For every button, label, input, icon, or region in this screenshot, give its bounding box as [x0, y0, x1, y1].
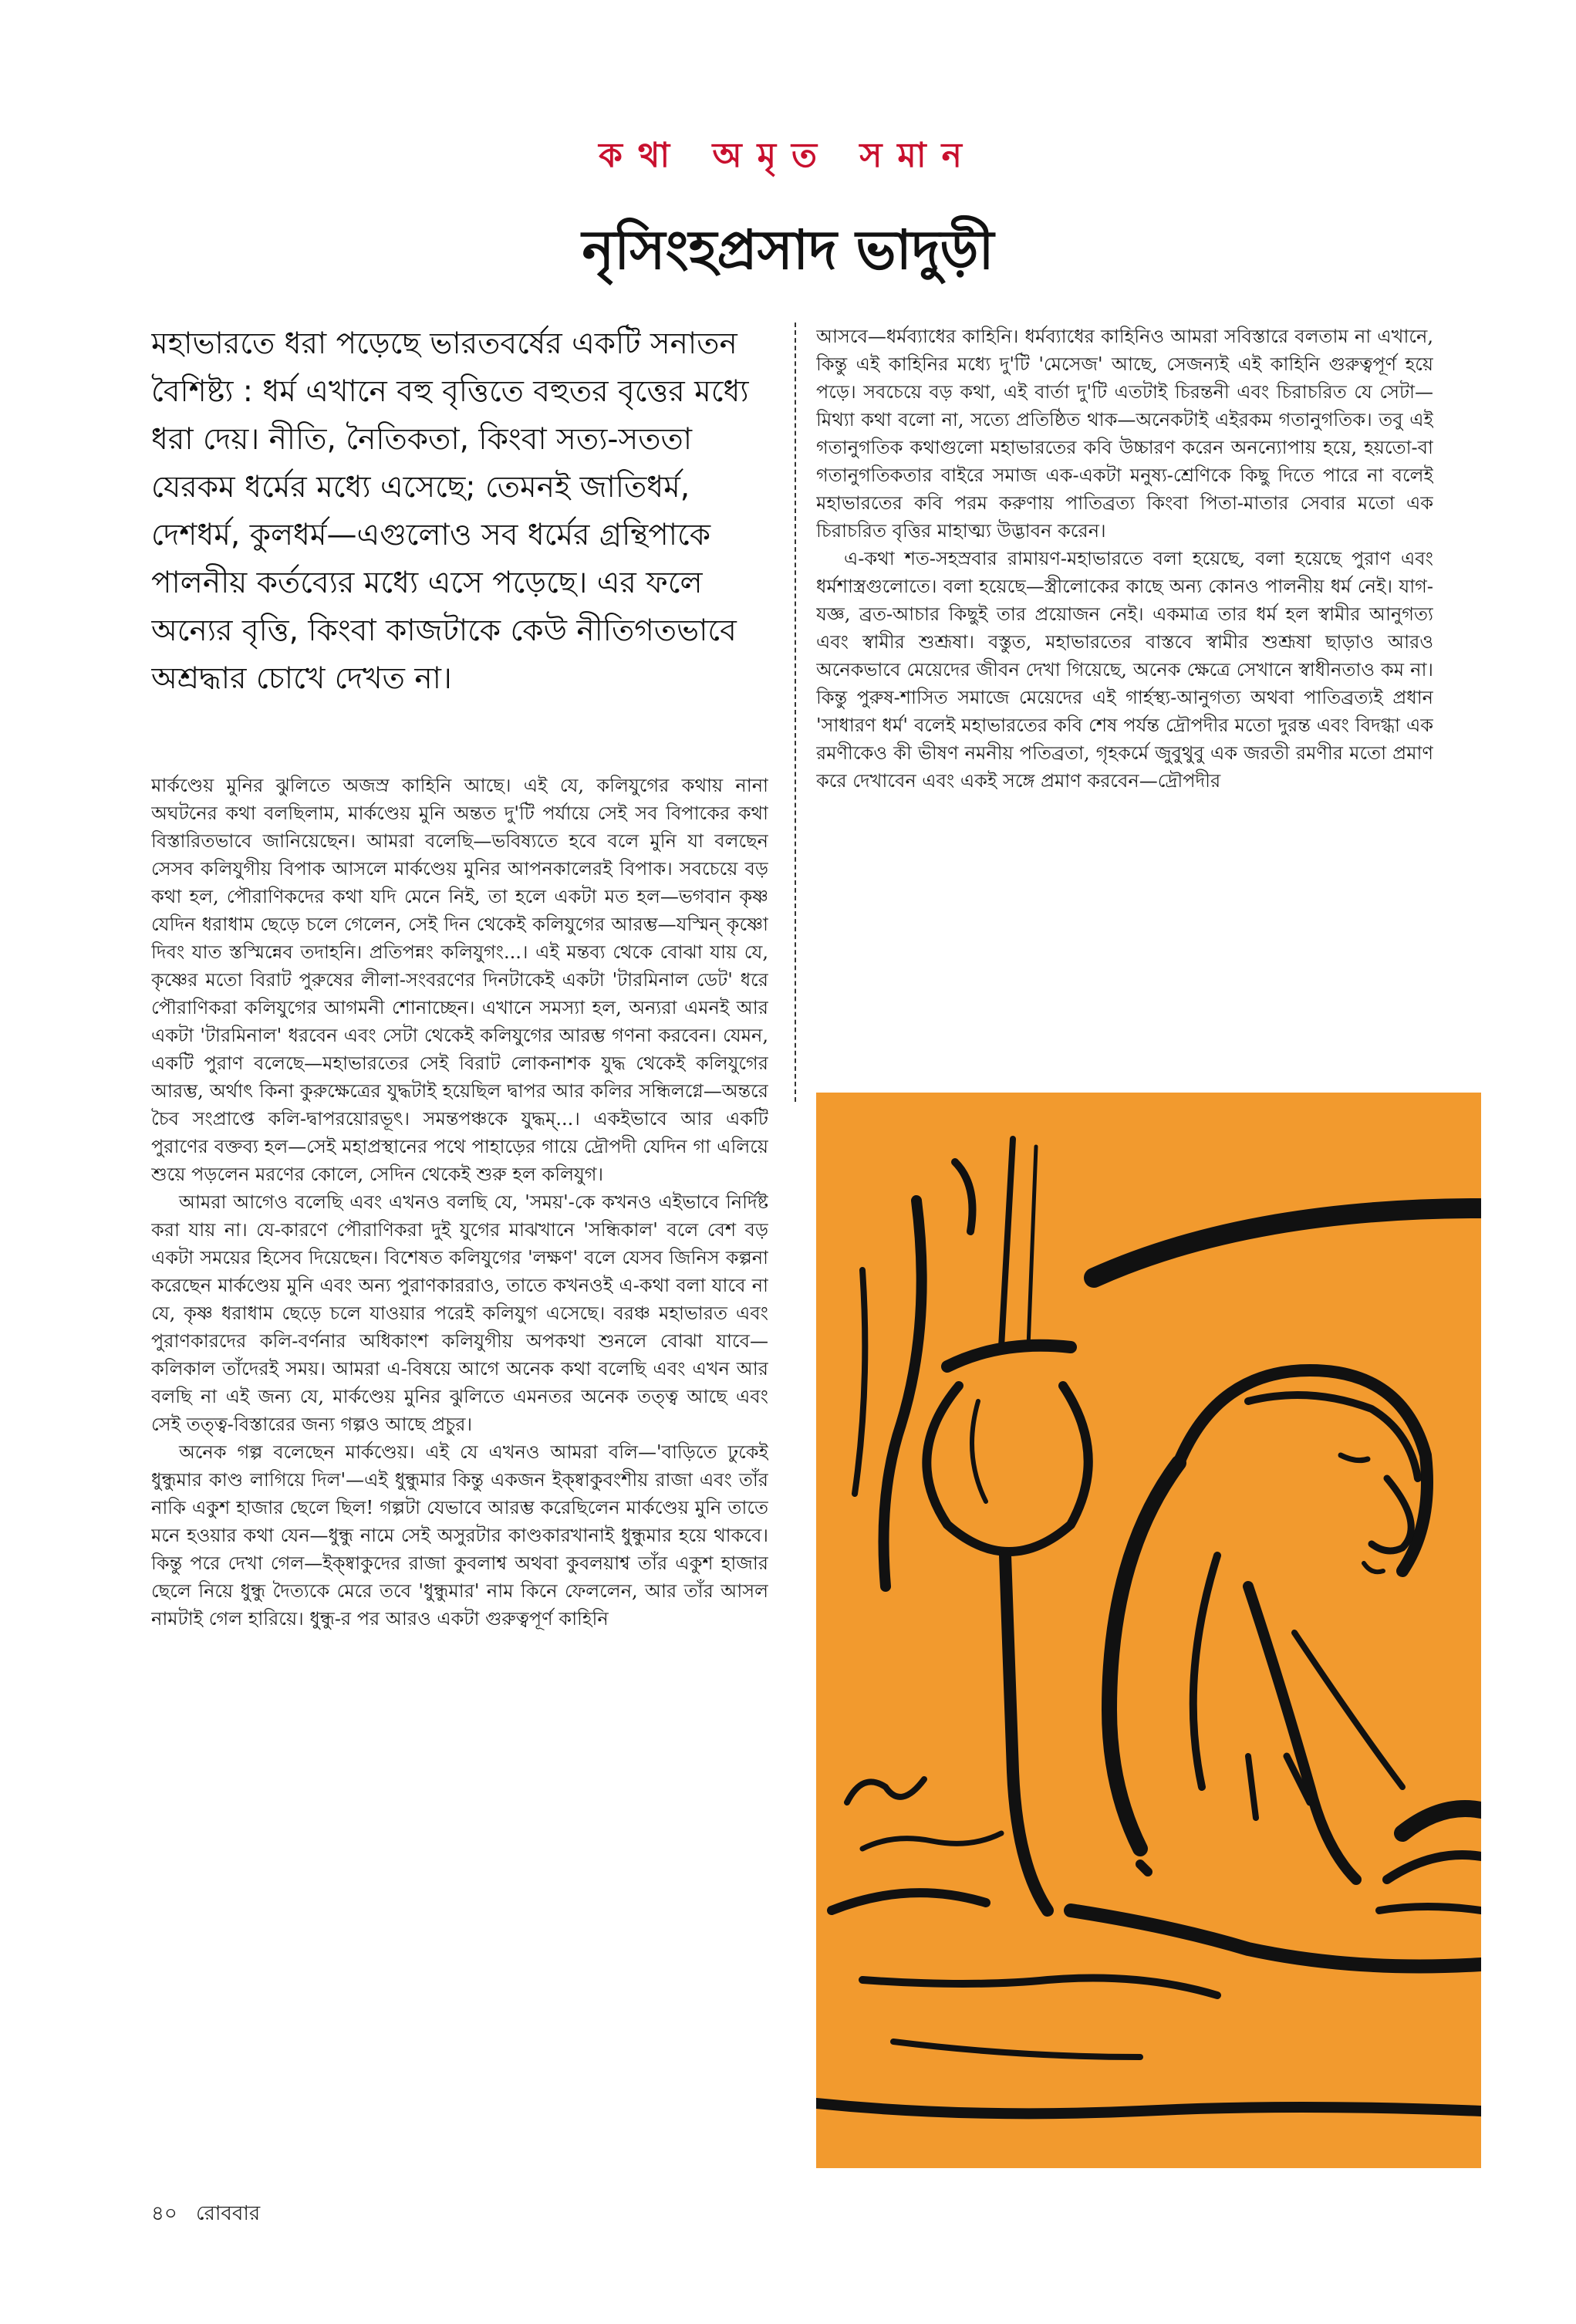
author-name: নৃসিংহপ্রসাদ ভাদুড়ী	[582, 218, 994, 282]
column-divider	[795, 323, 796, 1102]
body-paragraph: এ-কথা শত-সহস্রবার রামায়ণ-মহাভারতে বলা হয়েছে, বলা হয়েছে পুরাণ এবং ধর্মশাস্ত্রগুলোতে। বলা হয়েছে—স্ত্রীলোকের কাছে অন্য কোনও পালনীয় ধর্ম নেই। যাগ-যজ্ঞ, ব্রত-আচার কিছুই তার প্রয়োজন নেই। একমাত্র তার ধর্ম হল স্বামীর আনুগত্য এবং স্বামীর শুশ্রূষা। বস্তুত, মহাভারতের বাস্তবে স্বামীর শুশ্রূষা ছাড়াও আরও অনেকভাবে মেয়েদের জীবন দেখা গিয়েছে, অনেক ক্ষেত্রে সেখানে স্বাধীনতাও কম না। কিন্তু পুরুষ-শাসিত সমাজে মেয়েদের এই গার্হস্থ্য-আনুগত্য অথবা পাতিব্রত্যই প্রধান 'সাধারণ ধর্ম' বলেই মহাভারতের কবি শেষ পর্যন্ত দ্রৌপদীর মতো দুরন্ত এবং বিদগ্ধা এক রমণীকেও কী ভীষণ নমনীয় পতিব্রতা, গৃহকর্মে জুবুথুবু এক জরতী রমণীর মতো প্রমাণ করে দেখাবেন এবং একই সঙ্গে প্রমাণ করবেন—দ্রৌপদীর	[816, 548, 1433, 792]
brush-dot	[1140, 1864, 1148, 1872]
illustration-woman-with-pot	[816, 1093, 1481, 2168]
body-paragraph: আসবে—ধর্মব্যাধের কাহিনি। ধর্মব্যাধের কাহিনিও আমরা সবিস্তারে বলতাম না এখানে, কিন্তু এই কাহিনির মধ্যে দু'টি 'মেসেজ' আছে, সেজন্যই এই কাহিনি গুরুত্বপূর্ণ হয়ে পড়ে। সবচেয়ে বড় কথা, এই বার্তা দু'টি এতটাই চিরন্তনী এবং চিরাচরিত যে সেটা—মিথ্যা কথা বলো না, সত্যে প্রতিষ্ঠিত থাক—অনেকটাই এইরকম গতানুগতিক। তবু এই গতানুগতিক কথাগুলো মহাভারতের কবি উচ্চারণ করেন অনন্যোপায় হয়ে, হয়তো-বা গতানুগতিকতার বাইরে সমাজ এক-একটা মনুষ্য-শ্রেণিকে কিছু দিতে পারে না বলেই মহাভারতের কবি পরম করুণায় পাতিব্রত্য কিংবা পিতা-মাতার সেবার মতো এক চিরাচরিত বৃত্তির মাহাত্ম্য উদ্ভাবন করেন।	[816, 326, 1433, 542]
body-paragraph: অনেক গল্প বলেছেন মার্কণ্ডেয়। এই যে এখনও আমরা বলি—'বাড়িতে ঢুকেই ধুন্ধুমার কাণ্ড লাগিয়ে দিল'—এই ধুন্ধুমার কিন্তু একজন ইক্ষ্বাকুবংশীয় রাজা এবং তাঁর নাকি একুশ হাজার ছেলে ছিল! গল্পটা যেভাবে আরম্ভ করেছিলেন মার্কণ্ডেয় মুনি তাতে মনে হওয়ার কথা যেন—ধুন্ধু নামে সেই অসুরটার কাণ্ডকারখানাই ধুন্ধুমার হয়ে থাকবে। কিন্তু পরে দেখা গেল—ইক্ষ্বাকুদের রাজা কুবলাশ্ব অথবা কুবলয়াশ্ব তাঁর একুশ হাজার ছেলে নিয়ে ধুন্ধু দৈত্যকে মেরে তবে 'ধুন্ধুমার' নাম কিনে ফেললেন, আর তাঁর আসল নামটাই গেল হারিয়ে। ধুন্ধু-র পর আরও একটা গুরুত্বপূর্ণ কাহিনি	[151, 1441, 768, 1630]
magazine-name: রোববার	[196, 2202, 261, 2225]
left-column	[151, 772, 768, 2184]
bowl	[1379, 1907, 1481, 1910]
lead-paragraph: মহাভারতে ধরা পড়েছে ভারতবর্ষের একটি সনাতন বৈশিষ্ট্য : ধর্ম এখানে বহু বৃত্তিতে বহুতর বৃত্তের মধ্যে ধরা দেয়। নীতি, নৈতিকতা, কিংবা সত্য-সততা যেরকম ধর্মের মধ্যে এসেছে; তেমনই জাতিধর্ম, দেশধর্ম, কুলধর্ম—এগুলোও সব ধর্মের গ্রন্থিপাকে পালনীয় কর্তব্যের মধ্যে এসে পড়েছে। এর ফলে অন্যের বৃত্তি, কিংবা কাজটাকে কেউ নীতিগতভাবে অশ্রদ্ধার চোখে দেখত না।	[151, 326, 749, 696]
body-paragraph: মার্কণ্ডেয় মুনির ঝুলিতে অজস্র কাহিনি আছে। এই যে, কলিযুগের কথায় নানা অঘটনের কথা বলছিলাম, মার্কণ্ডেয় মুনি অন্তত দু'টি পর্যায়ে সেই সব বিপাকের কথা বিস্তারিতভাবে জানিয়েছেন। আমরা বলেছি—ভবিষ্যতে হবে বলে মুনি যা বলছেন সেসব কলিযুগীয় বিপাক আসলে মার্কণ্ডেয় মুনির আপনকালেরই বিপাক। সবচেয়ে বড় কথা হল, পৌরাণিকদের কথা যদি মেনে নিই, তা হলে একটা মত হল—ভগবান কৃষ্ণ যেদিন ধরাধাম ছেড়ে চলে গেলেন, সেই দিন থেকেই কলিযুগের আরম্ভ—যস্মিন্ কৃষ্ণো দিবং যাত স্তস্মিন্নেব তদাহনি। প্রতিপন্নং কলিযুগং...। এই মন্তব্য থেকে বোঝা যায় যে, কৃষ্ণের মতো বিরাট পুরুষের লীলা-সংবরণের দিনটাকেই একটা 'টারমিনাল ডেট' ধরে পৌরাণিকরা কলিযুগের আগমনী শোনাচ্ছেন। এখানে সমস্যা হল, অন্যরা এমনই আর একটা 'টারমিনাল' ধরবেন এবং সেটা থেকেই কলিযুগের আরম্ভ গণনা করবেন। যেমন, একটি পুরাণ বলেছে—মহাভারতের সেই বিরাট লোকনাশক যুদ্ধ থেকেই কলিযুগের আরম্ভ, অর্থাৎ কিনা কুরুক্ষেত্রের যুদ্ধটাই হয়েছিল দ্বাপর আর কলির সন্ধিলগ্নে—অন্তরে চৈব সংপ্রাপ্তে কলি-দ্বাপরয়োরভূৎ। সমন্তপঞ্চকে যুদ্ধম্...। একইভাবে আর একটি পুরাণের বক্তব্য হল—সেই মহাপ্রস্থানের পথে পাহাড়ের গায়ে দ্রৌপদী যেদিন গা এলিয়ে শুয়ে পড়লেন মরণের কোলে, সেদিন থেকেই শুরু হল কলিযুগ।	[151, 775, 768, 1185]
series-title: কথা অমৃত সমান	[599, 136, 977, 175]
body-paragraph: আমরা আগেও বলেছি এবং এখনও বলছি যে, 'সময়'-কে কখনও এইভাবে নির্দিষ্ট করা যায় না। যে-কারণে পৌরাণিকরা দুই যুগের মাঝখানে 'সন্ধিকাল' বলে বেশ বড় একটা সময়ের হিসেব দিয়েছেন। বিশেষত কলিযুগের 'লক্ষণ' বলে যেসব জিনিস কল্পনা করেছেন মার্কণ্ডেয় মুনি এবং অন্য পুরাণকাররাও, তাতে কখনওই এ-কথা বলা যাবে না যে, কৃষ্ণ ধরাধাম ছেড়ে চলে যাওয়ার পরেই কলিযুগ এসেছে। বরঞ্চ মহাভারত এবং পুরাণকারদের কলি-বর্ণনার অধিকাংশ কলিযুগীয় অপকথা শুনলে বোঝা যাবে—কলিকাল তাঁদেরই সময়। আমরা এ-বিষয়ে আগে অনেক কথা বলেছি এবং এখন আর বলছি না এই জন্য যে, মার্কণ্ডেয় মুনির ঝুলিতে এমনতর অনেক তত্ত্ব আছে এবং সেই তত্ত্ব-বিস্তারের জন্য গল্পও আছে প্রচুর।	[151, 1191, 768, 1435]
page-folio	[151, 2197, 272, 2228]
right-column	[816, 323, 1433, 1063]
page-number: ৪০	[151, 2202, 177, 2225]
